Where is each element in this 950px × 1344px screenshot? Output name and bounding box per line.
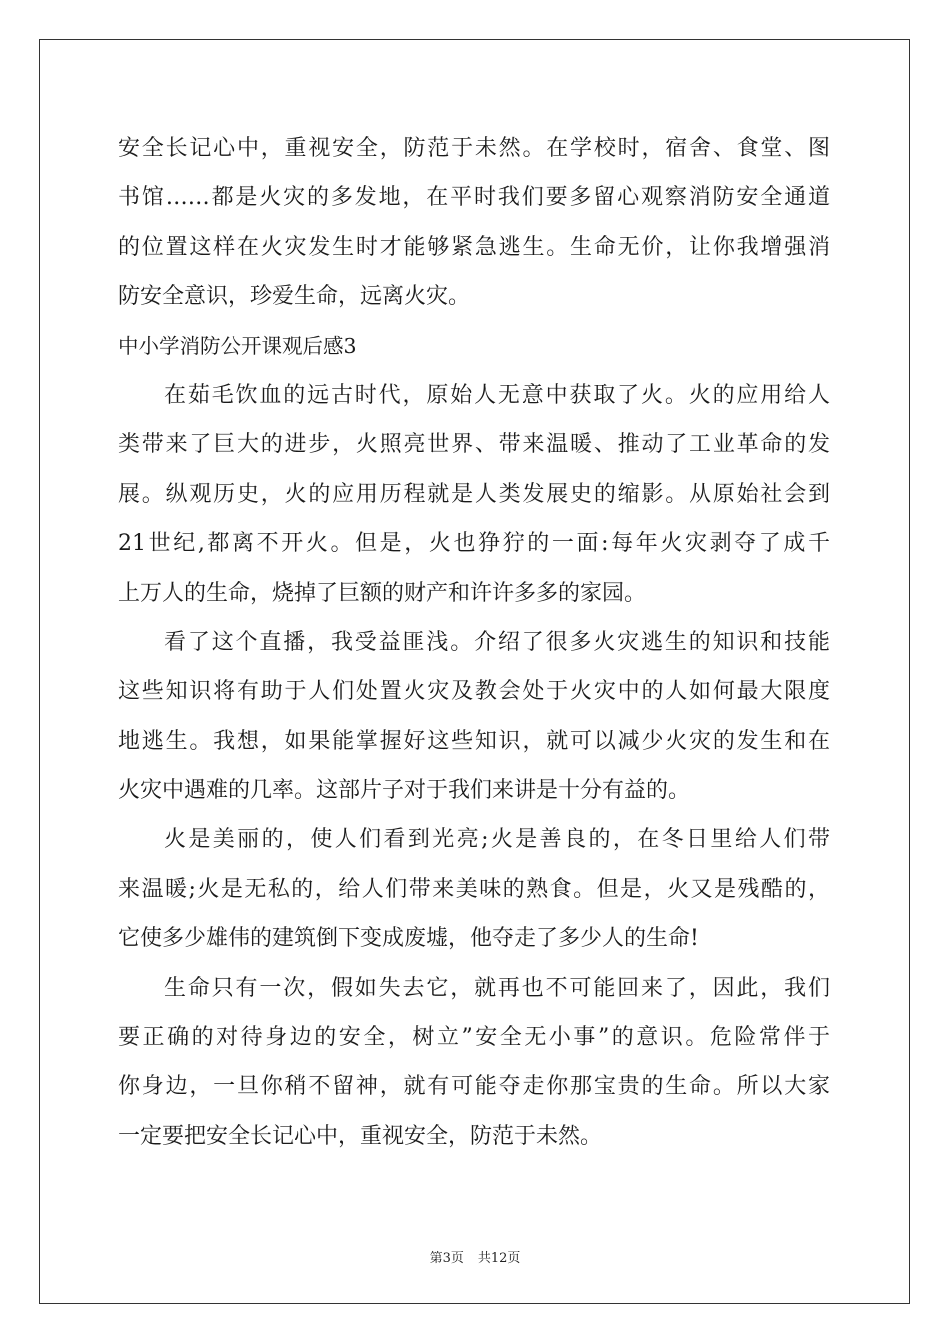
text-line: 防安全意识，珍爱生命，远离火灾。 xyxy=(118,284,471,310)
text-line: 类带来了巨大的进步，火照亮世界、带来温暖、推动了工业革命的发 xyxy=(118,432,830,458)
text-line: 这些知识将有助于人们处置火灾及教会处于火灾中的人如何最大限度 xyxy=(118,679,830,705)
text-line: 火是美丽的，使人们看到光亮;火是善良的，在冬日里给人们带 xyxy=(164,827,830,853)
page-total: 共12页 xyxy=(477,1251,521,1266)
paragraph-1 xyxy=(118,371,830,618)
paragraph-2 xyxy=(118,618,830,816)
text-line: 火灾中遇难的几率。这部片子对于我们来讲是十分有益的。 xyxy=(118,778,691,804)
text-line: 生命只有一次，假如失去它，就再也不可能回来了，因此，我们 xyxy=(164,975,830,1001)
page-footer xyxy=(0,1247,950,1266)
text-line: 一定要把安全长记心中，重视安全，防范于未然。 xyxy=(118,1123,603,1149)
text-line: 你身边，一旦你稍不留神，就有可能夺走你那宝贵的生命。所以大家 xyxy=(118,1074,830,1100)
paragraph-4 xyxy=(118,964,830,1162)
section-heading: 中小学消防公开课观后感3 xyxy=(118,333,357,358)
text-line: 21世纪,都离不开火。但是，火也狰狞的一面:每年火灾剥夺了成千 xyxy=(118,531,830,557)
text-line: 要正确的对待身边的安全，树立”安全无小事”的意识。危险常伴于 xyxy=(118,1025,830,1051)
page-number: 第3页 xyxy=(429,1251,464,1266)
text-line: 展。纵观历史，火的应用历程就是人类发展史的缩影。从原始社会到 xyxy=(118,481,830,507)
text-line: 书馆……都是火灾的多发地，在平时我们要多留心观察消防安全通道 xyxy=(118,185,830,211)
document-body xyxy=(118,124,830,1161)
text-line: 上万人的生命，烧掉了巨额的财产和许许多多的家园。 xyxy=(118,580,647,606)
paragraph-continued xyxy=(118,124,830,322)
text-line: 它使多少雄伟的建筑倒下变成废墟，他夺走了多少人的生命! xyxy=(118,926,699,952)
text-line: 看了这个直播，我受益匪浅。介绍了很多火灾逃生的知识和技能 xyxy=(164,629,830,655)
text-line: 来温暖;火是无私的，给人们带来美味的熟食。但是，火又是残酷的， xyxy=(118,876,830,902)
text-line: 地逃生。我想，如果能掌握好这些知识，就可以减少火灾的发生和在 xyxy=(118,728,830,754)
text-line: 安全长记心中，重视安全，防范于未然。在学校时，宿舍、食堂、图 xyxy=(118,136,830,161)
text-line: 的位置这样在火灾发生时才能够紧急逃生。生命无价，让你我增强消 xyxy=(118,234,830,260)
paragraph-3 xyxy=(118,815,830,963)
text-line: 在茹毛饮血的远古时代，原始人无意中获取了火。火的应用给人 xyxy=(164,382,830,408)
